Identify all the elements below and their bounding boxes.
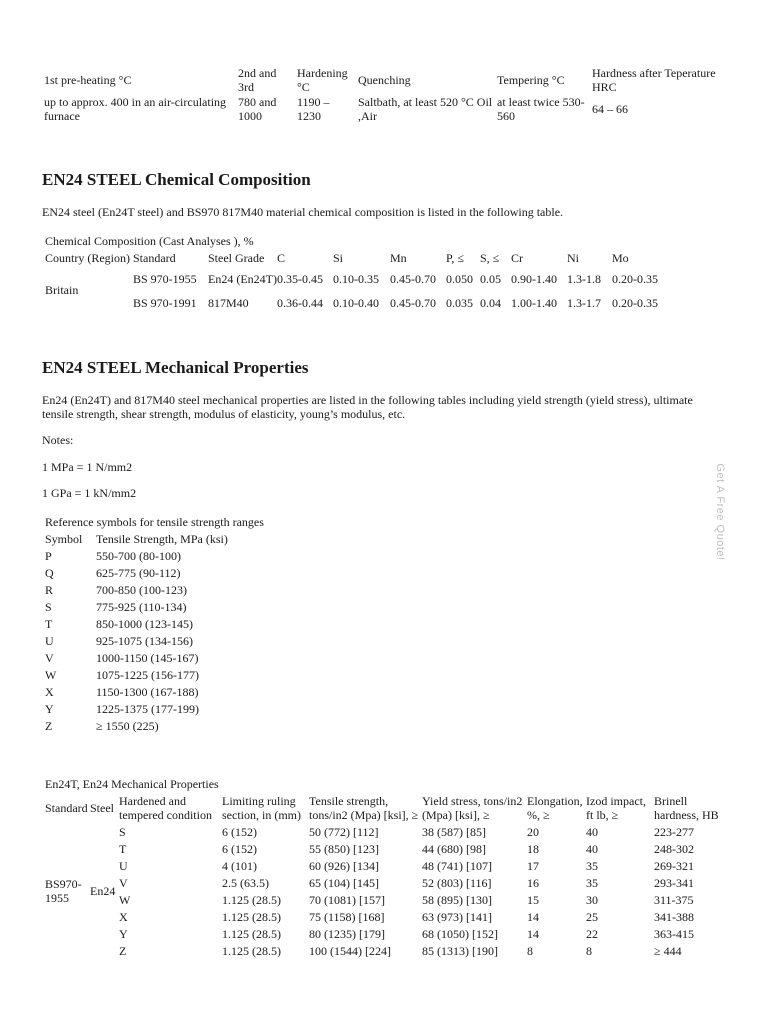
mech-cell: U: [119, 858, 128, 873]
mech-header-cell: Limiting ruling section, in (mm): [222, 794, 301, 822]
tensile-range-cell: 775-925 (110-134): [96, 599, 187, 614]
mech-cell: 48 (741) [107]: [422, 858, 492, 873]
tensile-range-cell: 1075-1225 (156-177): [96, 667, 199, 682]
mech-header-cell: Elongation, %, ≥: [527, 794, 583, 822]
heat-treatment-row: [44, 94, 724, 124]
symbol-cell: V: [45, 650, 54, 665]
symbol-cell: P: [45, 548, 52, 563]
mech-cell: 2.5 (63.5): [222, 875, 269, 890]
heat-header-cell: Hardening °C: [297, 66, 348, 94]
chem-cell: 1.3-1.8: [567, 272, 601, 286]
mech-cell: S: [119, 824, 126, 839]
mech-row: [45, 857, 722, 874]
mech-header-cell: Standard: [45, 801, 88, 815]
chem-cell: 0.45-0.70: [390, 296, 436, 310]
mech-cell: 55 (850) [123]: [309, 841, 379, 856]
mech-row: [45, 891, 722, 908]
heat-header-cell: Tempering °C: [497, 73, 565, 87]
chem-header-cell: Ni: [567, 250, 579, 265]
mech-cell: 1.125 (28.5): [222, 892, 281, 907]
chem-cell: 0.05: [480, 272, 501, 286]
mech-cell: 22: [586, 926, 598, 941]
mech-cell: 52 (803) [116]: [422, 875, 492, 890]
mech-cell: 50 (772) [112]: [309, 824, 379, 839]
symbol-cell: T: [45, 616, 53, 631]
symbol-row: [45, 547, 256, 564]
free-quote-label: Get A Free Quote!: [714, 463, 726, 561]
symbol-row: [45, 564, 256, 581]
symbol-row: [45, 649, 256, 666]
mech-cell: 363-415: [654, 926, 694, 941]
chem-header-cell: Country (Region): [45, 250, 130, 265]
symbol-cell: W: [45, 667, 57, 682]
mech-cell: 8: [527, 943, 533, 958]
heat-header-cell: 1st pre-heating °C: [44, 73, 132, 87]
heat-cell: up to approx. 400 in an air-circulating furnace: [44, 95, 227, 123]
chemical-composition-caption: Chemical Composition (Cast Analyses ), %: [45, 234, 254, 248]
symbol-row: [45, 683, 256, 700]
mech-cell: 17: [527, 858, 539, 873]
mechanical-properties-heading: EN24 STEEL Mechanical Properties: [42, 358, 309, 377]
mech-header-cell: Yield stress, tons/in2 (Mpa) [ksi], ≥: [422, 794, 523, 822]
mech-cell: 80 (1235) [179]: [309, 926, 385, 941]
mech-cell: 311-375: [654, 892, 694, 907]
mech-cell: 44 (680) [98]: [422, 841, 486, 856]
heat-cell: 780 and 1000: [238, 95, 277, 123]
mech-header-cell: Brinell hardness, HB: [654, 794, 719, 822]
tensile-range-cell: ≥ 1550 (225): [96, 718, 159, 733]
symbol-cell: U: [45, 633, 54, 648]
chem-header-cell: S, ≤: [480, 250, 500, 265]
symbol-cell: Z: [45, 718, 53, 733]
chem-header-cell: Mo: [612, 250, 629, 265]
symbol-cell: Y: [45, 701, 54, 716]
mech-cell: 85 (1313) [190]: [422, 943, 498, 958]
mech-cell: 6 (152): [222, 824, 257, 839]
chemical-composition-heading: EN24 STEEL Chemical Composition: [42, 170, 311, 189]
mech-cell: 14: [527, 926, 539, 941]
notes-label: Notes:: [42, 433, 74, 447]
mech-cell: W: [119, 892, 131, 907]
tensile-symbols-table: [45, 530, 256, 734]
heat-cell: at least twice 530-560: [497, 95, 585, 123]
mech-cell: 269-321: [654, 858, 694, 873]
mech-cell: Y: [119, 926, 128, 941]
mech-cell: 70 (1081) [157]: [309, 892, 385, 907]
chem-cell: 817M40: [208, 296, 249, 310]
symbol-row: [45, 700, 256, 717]
mech-cell: 63 (973) [141]: [422, 909, 492, 924]
chem-header-cell: P, ≤: [446, 250, 464, 265]
mech-cell: 25: [586, 909, 598, 924]
tensile-range-cell: 550-700 (80-100): [96, 548, 181, 563]
chem-cell: 0.20-0.35: [612, 272, 658, 286]
mech-cell: 1.125 (28.5): [222, 926, 281, 941]
mech-cell: 14: [527, 909, 539, 924]
chem-header-row: [45, 249, 668, 266]
mech-cell: 40: [586, 824, 598, 839]
chem-row: [45, 266, 668, 292]
mech-header-cell: Steel: [90, 801, 114, 815]
heat-treatment-table: [44, 66, 724, 124]
mech-cell: 248-302: [654, 841, 694, 856]
heat-cell: 1190 – 1230: [297, 95, 330, 123]
mechanical-table-caption: En24T, En24 Mechanical Properties: [45, 777, 219, 791]
symbol-cell: Q: [45, 565, 54, 580]
chemical-composition-intro: EN24 steel (En24T steel) and BS970 817M40 material chemical composition is listed in the following table.: [42, 205, 564, 219]
mech-cell: 223-277: [654, 824, 694, 839]
tensile-range-cell: 625-775 (90-112): [96, 565, 181, 580]
chem-header-cell: C: [277, 250, 286, 265]
symbol-header-cell: Tensile Strength, MPa (ksi): [96, 531, 228, 546]
mech-row: [45, 823, 722, 840]
mech-row: [45, 942, 722, 959]
chem-cell: 0.10-0.40: [333, 296, 379, 310]
mech-cell: 35: [586, 858, 598, 873]
heat-header-cell: 2nd and 3rd: [238, 66, 277, 94]
chem-cell: 0.45-0.70: [390, 272, 436, 286]
chem-cell: 0.035: [446, 296, 473, 310]
mech-cell: 18: [527, 841, 539, 856]
mech-cell: 16: [527, 875, 539, 890]
heat-cell: 64 – 66: [592, 102, 628, 116]
mech-cell: ≥ 444: [654, 943, 682, 958]
chem-cell: 0.10-0.35: [333, 272, 379, 286]
chem-country-cell: Britain: [45, 283, 79, 297]
symbol-cell: S: [45, 599, 52, 614]
mech-cell: 4 (101): [222, 858, 257, 873]
chem-header-cell: Mn: [390, 250, 407, 265]
mech-header-cell: Hardened and tempered condition: [119, 794, 212, 822]
mech-header-row: [45, 793, 722, 823]
chem-cell: 0.35-0.45: [277, 272, 323, 286]
mech-row: [45, 925, 722, 942]
mech-header-cell: Tensile strength, tons/in2 (Mpa) [ksi], ≥: [309, 794, 419, 822]
chem-cell: 1.00-1.40: [511, 296, 557, 310]
mech-cell: 1.125 (28.5): [222, 943, 281, 958]
symbol-header-row: [45, 530, 256, 547]
note-mpa: 1 MPa = 1 N/mm2: [42, 460, 133, 474]
tensile-range-cell: 1150-1300 (167-188): [96, 684, 199, 699]
symbol-row: [45, 632, 256, 649]
mech-cell: 15: [527, 892, 539, 907]
tensile-symbols-caption: Reference symbols for tensile strength ranges: [45, 515, 264, 529]
mech-cell: 6 (152): [222, 841, 257, 856]
chem-header-cell: Standard: [133, 250, 176, 265]
mech-cell: T: [119, 841, 127, 856]
chem-cell: 0.36-0.44: [277, 296, 323, 310]
heat-header-cell: Quenching: [358, 73, 411, 87]
symbol-row: [45, 581, 256, 598]
mech-cell: 35: [586, 875, 598, 890]
symbol-row: [45, 598, 256, 615]
mech-cell: 65 (104) [145]: [309, 875, 379, 890]
mech-cell: 38 (587) [85]: [422, 824, 486, 839]
mechanical-properties-intro: En24 (En24T) and 817M40 steel mechanical properties are listed in the following tables including yield strength (yield stress), ultimate tensile strength, shear strength, modulus of elasticity, young’s modulus, etc.: [42, 393, 693, 421]
symbol-row: [45, 615, 256, 632]
symbol-row: [45, 717, 256, 734]
chem-cell: 0.04: [480, 296, 501, 310]
mech-cell: 30: [586, 892, 598, 907]
mech-cell: Z: [119, 943, 127, 958]
tensile-range-cell: 1000-1150 (145-167): [96, 650, 199, 665]
tensile-range-cell: 1225-1375 (177-199): [96, 701, 199, 716]
note-gpa: 1 GPa = 1 kN/mm2: [42, 486, 137, 500]
mech-steel-cell: En24: [90, 884, 116, 898]
chem-header-cell: Steel Grade: [208, 250, 265, 265]
mech-cell: 100 (1544) [224]: [309, 943, 391, 958]
mechanical-properties-table: [45, 793, 722, 959]
heat-header-cell: Hardness after Teperature HRC: [592, 66, 716, 94]
tensile-range-cell: 700-850 (100-123): [96, 582, 187, 597]
mech-cell: 341-388: [654, 909, 694, 924]
chem-cell: 0.90-1.40: [511, 272, 557, 286]
tensile-range-cell: 850-1000 (123-145): [96, 616, 193, 631]
mech-cell: V: [119, 875, 128, 890]
symbol-row: [45, 666, 256, 683]
chem-cell: BS 970-1991: [133, 296, 197, 310]
symbol-header-cell: Symbol: [45, 531, 83, 546]
chemical-composition-table: [45, 249, 668, 314]
mech-cell: 8: [586, 943, 592, 958]
mech-cell: 68 (1050) [152]: [422, 926, 498, 941]
mech-cell: 40: [586, 841, 598, 856]
mech-cell: X: [119, 909, 128, 924]
chem-row: [45, 292, 668, 314]
symbol-cell: X: [45, 684, 54, 699]
symbol-cell: R: [45, 582, 54, 597]
chem-cell: 1.3-1.7: [567, 296, 601, 310]
chem-cell: En24 (En24T): [208, 272, 277, 286]
heat-treatment-header-row: [44, 66, 724, 94]
chem-cell: 0.050: [446, 272, 473, 286]
mech-cell: 60 (926) [134]: [309, 858, 379, 873]
mech-cell: 293-341: [654, 875, 694, 890]
chem-cell: 0.20-0.35: [612, 296, 658, 310]
mech-cell: 20: [527, 824, 539, 839]
mech-row: [45, 908, 722, 925]
mech-standard-cell: BS970-1955: [45, 877, 82, 905]
tensile-range-cell: 925-1075 (134-156): [96, 633, 193, 648]
mech-row: [45, 874, 722, 891]
mech-cell: 75 (1158) [168]: [309, 909, 385, 924]
chem-cell: BS 970-1955: [133, 272, 197, 286]
free-quote-tab[interactable]: [712, 460, 728, 564]
chem-header-cell: Cr: [511, 250, 523, 265]
mech-cell: 58 (895) [130]: [422, 892, 492, 907]
chem-header-cell: Si: [333, 250, 344, 265]
mech-cell: 1.125 (28.5): [222, 909, 281, 924]
heat-cell: Saltbath, at least 520 °C Oil ,Air: [358, 95, 493, 123]
mech-header-cell: Izod impact, ft lb, ≥: [586, 794, 646, 822]
mech-row: [45, 840, 722, 857]
